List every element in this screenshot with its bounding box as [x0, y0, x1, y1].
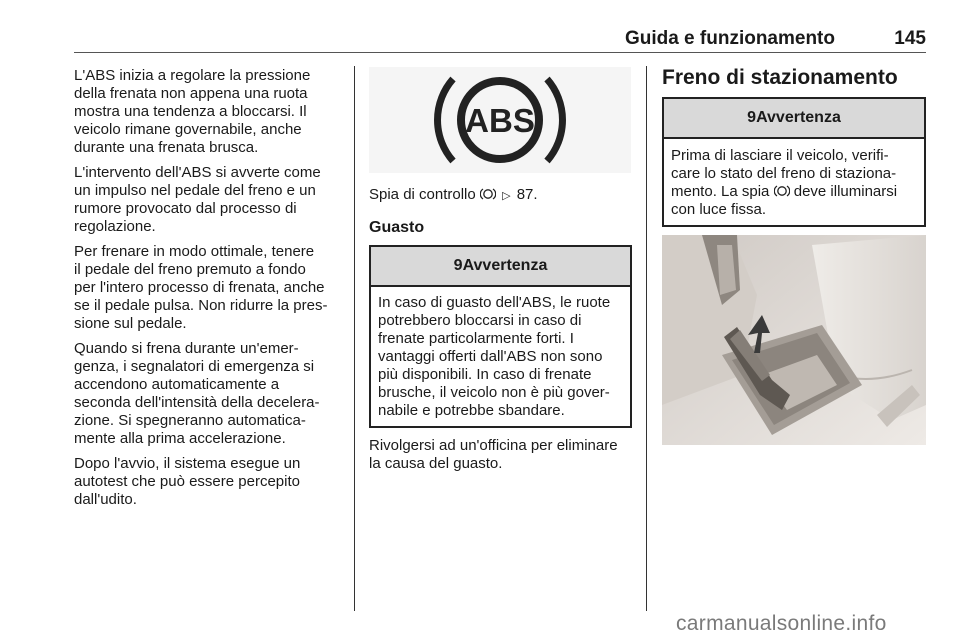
warning-box-abs [369, 245, 632, 428]
section-heading-guasto: Guasto [369, 219, 425, 236]
page-reference-icon: ▷ [502, 190, 511, 202]
column-divider-1 [354, 66, 355, 611]
page-number: 145 [894, 28, 926, 49]
parking-brake-lever-illustration [662, 235, 926, 445]
header-divider [74, 52, 926, 53]
warning-text: Prima di lasciare il veicolo, verifi- care lo stato del freno di staziona- mento. La spia [671, 147, 897, 200]
section-title: Guida e funzionamento [624, 28, 835, 49]
caption-text: Spia di controllo [369, 186, 476, 203]
warning-icon: 9 [453, 257, 463, 274]
paragraph: Per frenare in modo ottimale, tenere il pedale del freno premuto a fondo per l'intero processo di frenata, anche se il pedale pulsa. Non ridurre la pres- sione sul pedale. [74, 243, 328, 332]
warning-title: Avvertenza [756, 109, 841, 126]
warning-body: In caso di guasto dell'ABS, le ruote potrebbero bloccarsi in caso di frenate particolarmente forti. I vantaggi offerti dall'ABS non sono più disponibili. In caso di frenate brusche, il veicolo non è più gover- nabile e potrebbe sbandare. [378, 294, 611, 419]
abs-warning-light-figure [369, 67, 631, 173]
parking-brake-lever-photo [662, 235, 926, 445]
abs-inline-icon [480, 187, 496, 201]
column-divider-2 [646, 66, 647, 611]
watermark: carmanualsonline.info [676, 612, 887, 635]
page-reference: 87. [516, 186, 538, 203]
warning-body [664, 139, 924, 219]
figure-caption [369, 186, 538, 205]
paragraph: L'intervento dell'ABS si avverte come un impulso nel pedale del freno e un rumore provocato dal processo di regolazione. [74, 164, 321, 235]
abs-symbol-text: ABS [465, 102, 535, 139]
parking-brake-inline-icon [774, 184, 790, 198]
column-left [74, 67, 348, 516]
paragraph: L'ABS inizia a regolare la pressione della frenata non appena una ruota mostra una tendenza a bloccarsi. Il veicolo rimane governabile, anche durante una frenata brusca. [74, 67, 311, 156]
paragraph: Dopo l'avvio, il sistema esegue un autotest che può essere percepito dall'udito. [74, 455, 301, 508]
paragraph: Rivolgersi ad un'officina per eliminare la causa del guasto. [369, 437, 618, 472]
warning-text: deve illuminarsi con luce fissa. [671, 183, 898, 218]
paragraph: Quando si frena durante un'emer- genza, i segnalatori di emergenza si accendono automaticamente a seconda dell'intensità della decelera- zione. Si spegneranno automatica- mente alla prima accelerazione. [74, 340, 320, 447]
warning-header [371, 247, 630, 287]
warning-title: Avvertenza [462, 257, 548, 274]
abs-warning-light-icon [369, 67, 631, 173]
warning-icon: 9 [747, 109, 757, 126]
heading-parking-brake: Freno di stazionamento [662, 66, 898, 89]
warning-header [664, 99, 924, 139]
warning-box-parking-brake [662, 97, 926, 227]
